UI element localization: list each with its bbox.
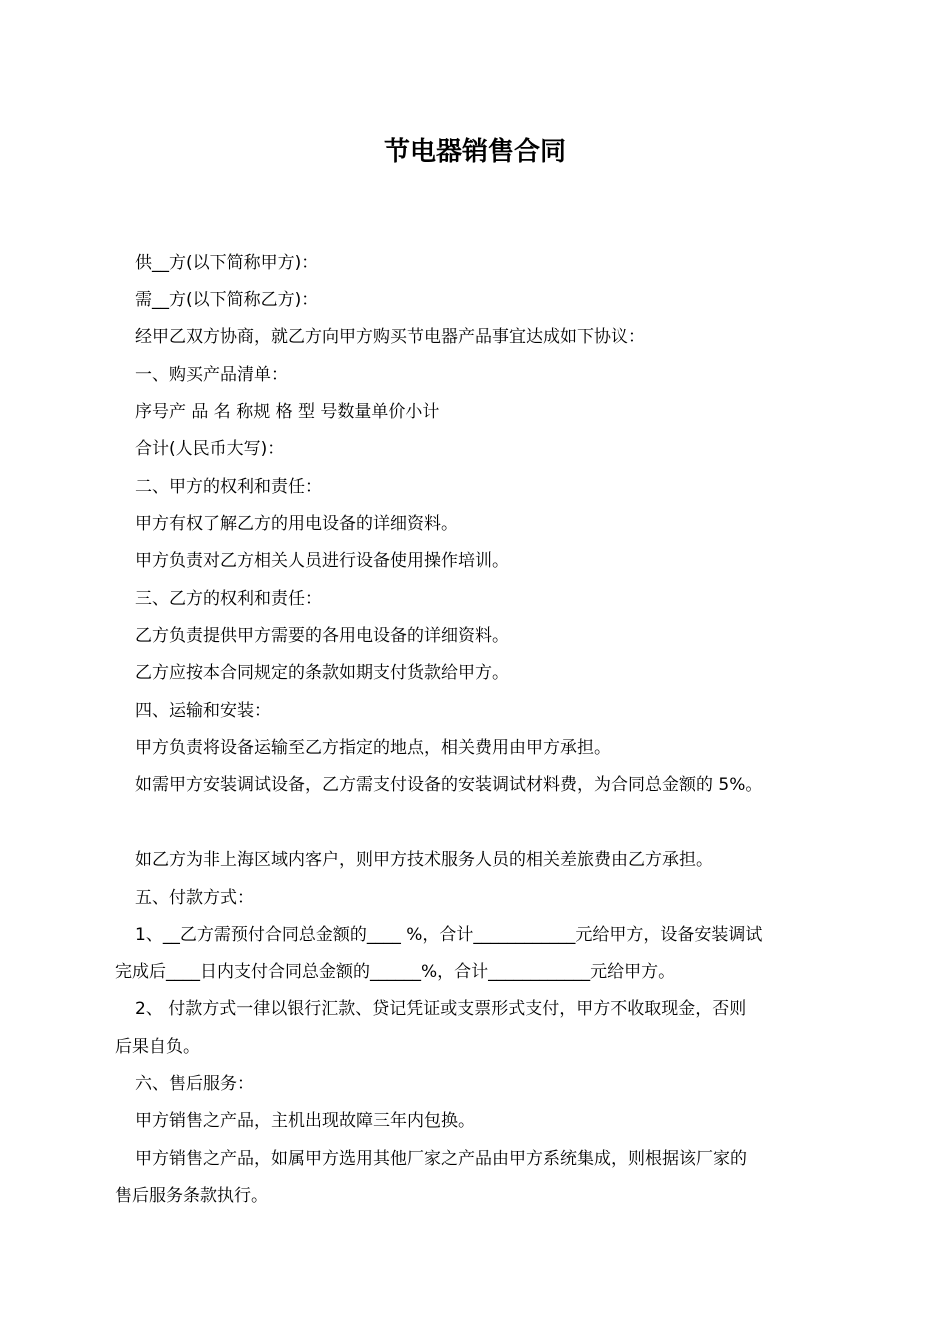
- document-title: 节电器销售合同: [383, 137, 566, 167]
- clause-line: 甲方销售之产品，主机出现故障三年内包换。: [135, 1111, 475, 1131]
- buyer-line: 需__方(以下简称乙方)：: [135, 290, 319, 310]
- clause-line: 乙方负责提供甲方需要的各用电设备的详细资料。: [135, 626, 509, 646]
- section-heading: 六、售后服务：: [135, 1074, 254, 1094]
- clause-line: 甲方有权了解乙方的用电设备的详细资料。: [135, 514, 458, 534]
- clause-line: 如需甲方安装调试设备，乙方需支付设备的安装调试材料费，为合同总金额的 5%。: [135, 775, 763, 795]
- payment-clause-2: 2、 付款方式一律以银行汇款、贷记凭证或支票形式支付，甲方不收取现金，否则: [135, 999, 747, 1019]
- supplier-line: 供__方(以下简称甲方)：: [135, 253, 319, 273]
- section-heading: 五、付款方式：: [135, 888, 254, 908]
- payment-clause-1-cont: 完成后____日内支付合同总金额的______%，合计____________元给甲方。: [115, 962, 676, 982]
- clause-line: 甲方负责将设备运输至乙方指定的地点，相关费用由甲方承担。: [135, 738, 611, 758]
- section-heading: 一、购买产品清单：: [135, 365, 288, 385]
- total-line: 合计(人民币大写)：: [135, 439, 285, 459]
- clause-line-cont: 售后服务条款执行。: [115, 1186, 268, 1206]
- clause-line: 如乙方为非上海区域内客户，则甲方技术服务人员的相关差旅费由乙方承担。: [135, 850, 713, 870]
- clause-line: 甲方销售之产品，如属甲方选用其他厂家之产品由甲方系统集成，则根据该厂家的: [135, 1149, 747, 1169]
- section-heading: 四、运输和安装：: [135, 701, 271, 721]
- agreement-intro: 经甲乙双方协商，就乙方向甲方购买节电器产品事宜达成如下协议：: [135, 327, 645, 347]
- product-table-header: 序号产 品 名 称规 格 型 号数量单价小计: [135, 402, 440, 422]
- clause-line: 甲方负责对乙方相关人员进行设备使用操作培训。: [135, 551, 509, 571]
- payment-clause-2-cont: 后果自负。: [115, 1037, 200, 1057]
- section-heading: 二、甲方的权利和责任：: [135, 477, 322, 497]
- section-heading: 三、乙方的权利和责任：: [135, 589, 322, 609]
- payment-clause-1: 1、__乙方需预付合同总金额的____ %，合计____________元给甲方，设备安装调试: [135, 925, 763, 945]
- clause-line: 乙方应按本合同规定的条款如期支付货款给甲方。: [135, 663, 509, 683]
